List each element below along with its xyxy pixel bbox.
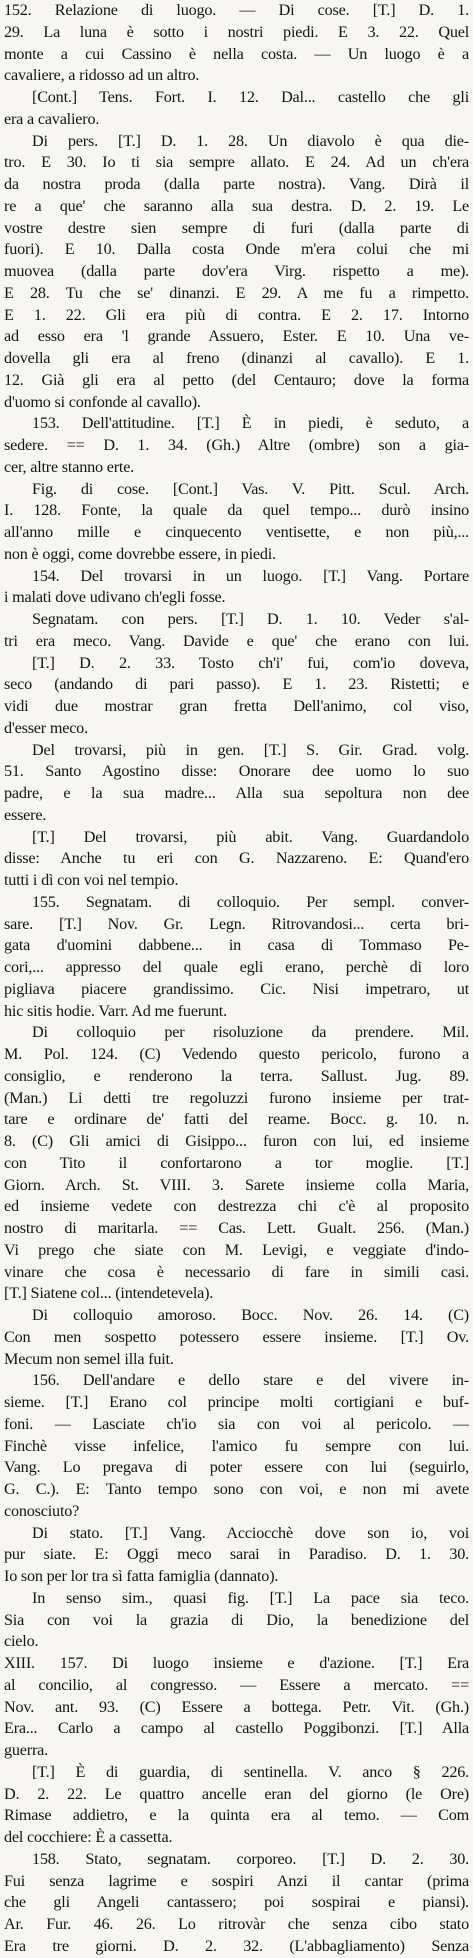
text-line: 158. Stato, segnatam. corporeo. [T.] D. 2. 30. xyxy=(32,1849,469,1868)
text-line: [T.] È di guardia, di sentinella. V. anco § 226. xyxy=(32,1762,469,1781)
text-line: tutti i dì con voi nel tempio. xyxy=(4,871,179,889)
text-line: hic sitis hodie. Varr. Ad me fuerunt. xyxy=(4,1001,227,1020)
text-line: [Cont.] Tens. Fort. I. 12. Dal... castello che gli xyxy=(32,88,469,106)
text-line: non è oggi, come dovrebbe essere, in piedi. xyxy=(4,544,276,563)
text-line: sare. [T.] Nov. Gr. Legn. Ritrovandosi... certa bri- xyxy=(4,914,469,933)
text-line: pur siate. E: Oggi meco sarai in Paradiso. D. 1. 30. xyxy=(4,1545,469,1564)
text-line: M. Pol. 124. (C) Vedendo questo pericolo, furono a xyxy=(4,1045,469,1063)
text-line: 12. Già gli era al petto (del Centauro; dove la forma xyxy=(4,370,469,389)
text-line: Era tre giorni. D. 2. 32. (L'abbagliamento) Senza xyxy=(4,1936,469,1955)
text-line: Fig. di cose. [Cont.] Vas. V. Pitt. Scul. Arch. xyxy=(32,479,469,498)
text-line: i malati dove udivano ch'egli fosse. xyxy=(4,588,226,607)
text-line: re a que' che saranno alla sua destra. D. 2. 19. Le xyxy=(4,196,469,215)
text-line: 8. (C) Gli amici di Gisippo... furon con lui, ed insieme xyxy=(4,1132,469,1150)
text-line: Del trovarsi, più in gen. [T.] S. Gir. Grad. volg. xyxy=(32,740,469,759)
text-line: foni. — Lasciate ch'io sia con voi al pericolo. — xyxy=(4,1414,469,1433)
text-line: da nostra proda (dalla parte nostra). Vang. Dirà il xyxy=(4,175,469,193)
text-line: Di colloquio amoroso. Bocc. Nov. 26. 14. (C) xyxy=(32,1306,469,1324)
text-line: ed insieme vedete con destrezza chi c'è al proposito xyxy=(4,1197,469,1216)
text-line: che gli Angeli cantassero; poi sospirai e piansi). xyxy=(4,1893,469,1912)
text-line: 29. La luna è sotto i nostri piedi. E 3. 22. Quel xyxy=(4,22,469,41)
text-line: Di colloquio per risoluzione da prendere. Mil. xyxy=(32,1023,469,1042)
text-line: Vang. Lo pregava di poter essere con lui (seguirlo, xyxy=(4,1458,469,1477)
text-line: al concilio, al congresso. — Essere a mercato. == xyxy=(4,1675,469,1694)
text-line: D. 2. 22. Le quattro ancelle eran del giorno (le Ore) xyxy=(4,1784,469,1803)
text-line: padre, e la sua madre... Alla sua sepoltura non dee xyxy=(4,784,469,802)
text-line: I. 128. Fonte, la quale da quel tempo... durò insino xyxy=(4,501,469,520)
text-line: cer, altre stanno erte. xyxy=(4,457,135,476)
text-line: disse: Anche tu eri con G. Nazzareno. E: Quand'ero xyxy=(4,849,469,868)
text-line: cori,... appresso del quale egli erano, perchè di loro xyxy=(4,958,469,976)
text-line: ad esso era 'l grande Assuero, Ester. E 10. Una ve- xyxy=(4,327,469,346)
text-line: Rimase addietro, e la quinta era al temo. — Com xyxy=(4,1806,469,1825)
text-line: XIII. 157. Di luogo insieme e d'azione. [T.] Era xyxy=(4,1654,469,1672)
text-line: Sia con voi la grazia di Dio, la benedizione del xyxy=(4,1610,469,1629)
text-line: cavaliere, a ridosso ad un altro. xyxy=(4,66,200,85)
text-line: E 1. 22. Gli era più di contra. E 2. 17. Intorno xyxy=(4,305,469,324)
text-line: seco (andando di pari passo). E 1. 23. Ristetti; e xyxy=(4,675,469,694)
text-line: all'anno mille e cinquecento ventisette, e non più,... xyxy=(4,523,469,541)
text-line: [T.] Del trovarsi, più abit. Vang. Guardandolo xyxy=(32,827,469,846)
text-line: In senso sim., quasi fig. [T.] La pace sia teco. xyxy=(32,1588,469,1607)
text-line: 156. Dell'andare e dello stare e del vivere in- xyxy=(32,1371,469,1390)
text-line: fuori). E 10. Dalla costa Onde m'era colui che mi xyxy=(4,240,469,259)
text-line: Di stato. [T.] Vang. Acciocchè dove son io, voi xyxy=(32,1523,469,1542)
text-line: d'uomo si confonde al cavallo). xyxy=(4,392,201,411)
text-line: essere. xyxy=(4,805,47,824)
text-line: nostro di maritarla. == Cas. Lett. Gualt. 256. (Man.) xyxy=(4,1219,469,1237)
text-line: consiglio, e renderono la terra. Sallust. Jug. 89. xyxy=(4,1066,469,1085)
text-line: gata d'uomini dabbene... in casa di Tommaso Pe- xyxy=(4,936,469,955)
text-line: tare e ordinare de' fatti del reame. Bocc. g. 10. n. xyxy=(4,1110,469,1129)
text-line: Di pers. [T.] D. 1. 28. Un diavolo è qua die- xyxy=(32,131,469,150)
text-line: Fui senza lagrime e sospiri Anzi il cantar (prima xyxy=(4,1871,469,1890)
text-line: tro. E 30. Io ti sia sempre allato. E 24. Ad un ch'era xyxy=(4,153,469,172)
text-line: E 28. Tu che se' dinanzi. E 29. A me fu a rimpetto. xyxy=(4,283,469,302)
text-line: dovella gli era al freno (dinanzi al cavallo). E 1. xyxy=(4,349,469,367)
text-line: [T.] Siatene col... (intendetevela). xyxy=(4,1284,214,1303)
text-line: Era... Carlo a campo al castello Poggibonzi. [T.] Alla xyxy=(4,1719,469,1738)
text-line: 153. Dell'attitudine. [T.] È in piedi, è seduto, a xyxy=(32,414,469,433)
text-line: 51. Santo Agostino disse: Onorare dee uomo lo suo xyxy=(4,762,469,781)
text-line: Segnatam. con pers. [T.] D. 1. 10. Veder s'al- xyxy=(32,610,469,628)
text-line: Ar. Fur. 46. 26. Lo ritrovàr che senza cibo stato xyxy=(4,1915,469,1933)
text-line: con Tito il confortarono a tor moglie. [T.] xyxy=(4,1153,469,1172)
text-line: 154. Del trovarsi in un luogo. [T.] Vang. Portare xyxy=(32,566,469,585)
text-line: (Man.) Li detti tre regoluzzi furono insieme per trat- xyxy=(4,1088,469,1107)
text-line: muovea (dalla parte dov'era Virg. rispetto a me). xyxy=(4,262,469,280)
text-line: vidi due mostrar gran fretta Dell'animo, col viso, xyxy=(4,697,469,715)
text-line: conosciuto? xyxy=(4,1501,80,1520)
text-line: d'esser meco. xyxy=(4,718,88,737)
text-line: sedere. == D. 1. 34. (Gh.) Altre (ombre) son a gia- xyxy=(4,436,469,454)
text-line: tri era meco. Vang. Davide e que' che erano con lui. xyxy=(4,631,469,650)
text-line: G. C.). E: Tanto tempo sono con voi, e non mi avete xyxy=(4,1480,469,1498)
text-line: [T.] D. 2. 33. Tosto ch'i' fui, com'io doveva, xyxy=(32,653,469,672)
text-line: vostre destre sien sempre di furi (dalla parte di xyxy=(4,218,469,237)
text-line: Con men sospetto potessero essere insieme. [T.] Ov. xyxy=(4,1327,469,1346)
text-line: Io son per lor tra sì fatta famiglia (dannato). xyxy=(4,1567,279,1585)
text-line: 155. Segnatam. di colloquio. Per sempl. conver- xyxy=(32,892,469,911)
text-line: Giorn. Arch. St. VIII. 3. Sarete insieme colla Maria, xyxy=(4,1175,469,1194)
text-line: guerra. xyxy=(4,1741,48,1759)
text-line: sieme. [T.] Erano col principe molti cortigiani e buf- xyxy=(4,1393,469,1411)
text-line: Vi prego che siate con M. Levigi, e veggiate d'indo- xyxy=(4,1240,469,1259)
text-line: vinare che cosa è necessario di fare in simili casi. xyxy=(4,1262,469,1281)
text-line: cielo. xyxy=(4,1632,39,1651)
text-line: pigliava piacere grandissimo. Cic. Nisi impetraro, ut xyxy=(4,979,469,998)
text-line: Finchè visse infelice, l'amico fu sempre con lui. xyxy=(4,1436,469,1455)
text-line: 152. Relazione di luogo. — Di cose. [T.] D. 1. xyxy=(4,1,469,19)
text-line: era a cavaliero. xyxy=(4,109,100,128)
text-line: del cocchiere: È a cassetta. xyxy=(4,1828,173,1846)
text-line: Nov. ant. 93. (C) Essere a bottega. Petr. Vit. (Gh.) xyxy=(4,1697,469,1716)
text-line: Mecum non semel illa fuit. xyxy=(4,1349,174,1368)
text-line: monte a cui Cassino è nella costa. — Un luogo è a xyxy=(4,44,469,63)
